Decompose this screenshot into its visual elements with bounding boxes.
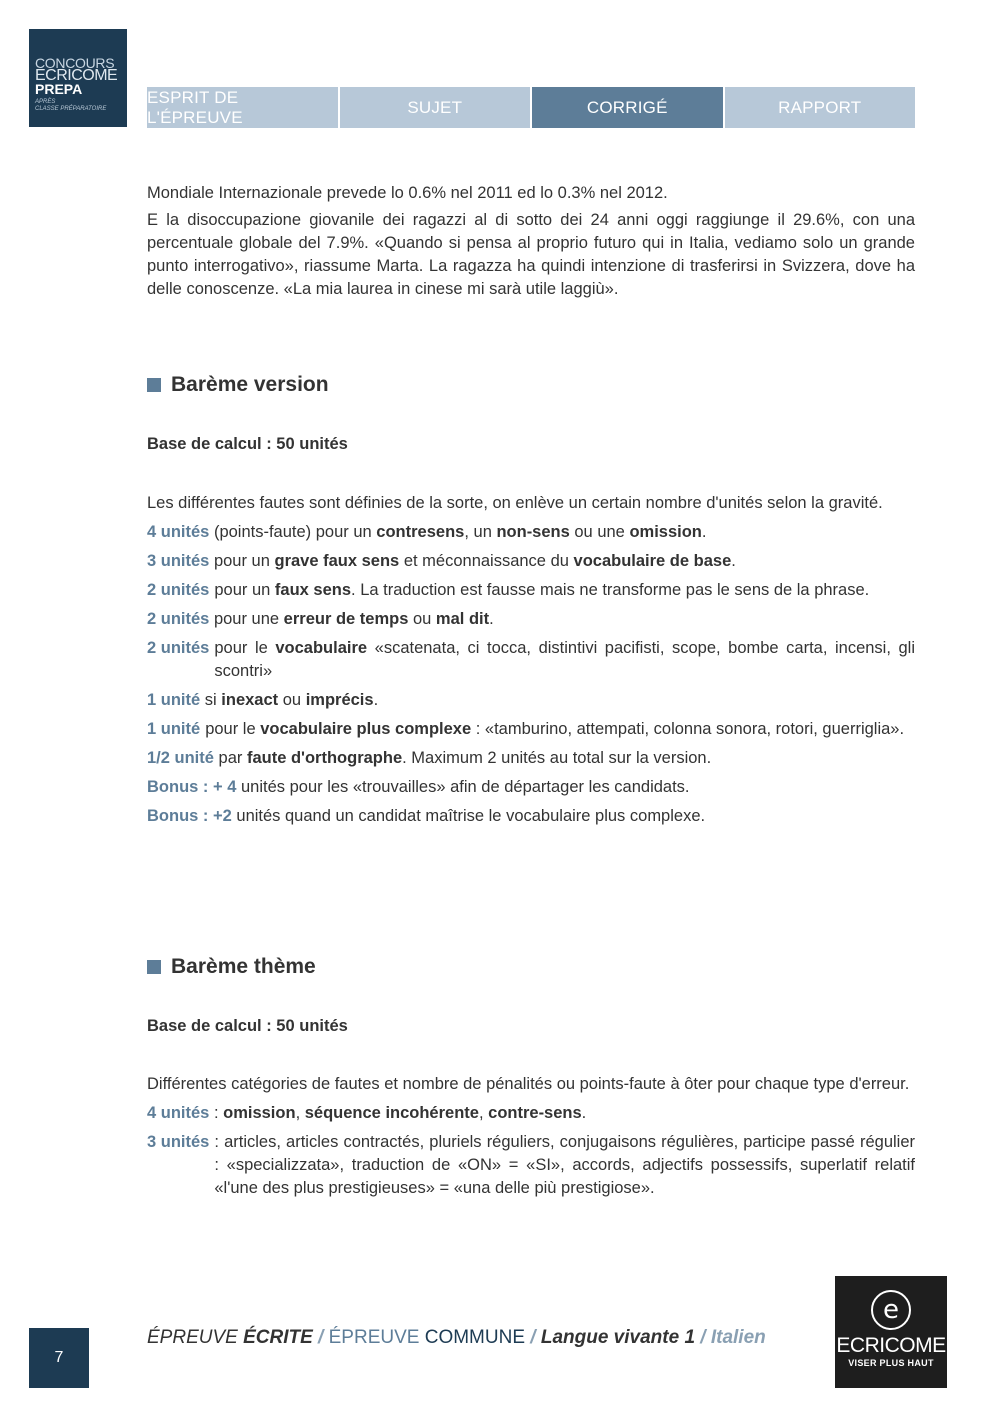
rule-bold: erreur de temps [283,610,409,628]
rule-label: 3 unités [147,552,210,570]
rule-bold: séquence incohérente [304,1104,479,1122]
rule-label: 1/2 unité [147,749,214,767]
rule-bold: faute d'orthographe [246,749,403,767]
rule-text: ou [278,691,306,709]
rule-bold: omission [629,523,702,541]
theme-rule-1 [147,1102,915,1125]
rule-text: . [701,523,707,541]
rule-text-part: «scatenata, ci tocca, distintivi pacifisti, scope, bombe carta, incensi, gli scontri» [214,639,915,680]
footer-part: ÉPREUVE [328,1327,425,1348]
rule-label: 4 unités [147,523,210,541]
concours-logo [29,29,127,127]
footer-part: ÉCRITE [243,1327,313,1348]
footer-part: ÉPREUVE [147,1327,244,1348]
rule-text: et méconnaissance du [399,552,574,570]
page-number: 7 [29,1328,89,1388]
rule-text: par [213,749,247,767]
footer-part: Italien [710,1327,766,1348]
rule-text: pour un [209,552,275,570]
rule-bold: vocabulaire plus complexe [260,720,472,738]
version-rule-1 [147,521,915,544]
brand-name: ECRICOME [836,1334,946,1357]
version-rule-3 [147,579,915,602]
intro-text [147,182,915,301]
rule-text: . [489,610,494,628]
footer-title [147,1327,766,1349]
square-bullet-icon [147,378,161,392]
rule-bold: contre-sens [488,1104,582,1122]
brand-tagline: VISER PLUS HAUT [848,1358,934,1368]
rule-bold: contresens [376,523,465,541]
rule-text [214,637,915,683]
rule-bold: vocabulaire [275,639,368,657]
section-tabs [147,87,915,128]
version-intro: Les différentes fautes sont définies de la sorte, on enlève un certain nombre d'unités selon la gravité. [147,494,883,512]
rule-text: . [581,1104,587,1122]
rule-text: , [295,1104,305,1122]
version-rule-6 [147,689,915,712]
theme-title-text: Barème thème [171,955,316,978]
rule-label: Bonus : +2 [147,807,232,825]
version-rules [147,492,915,828]
rule-text: ou [408,610,436,628]
footer-part: COMMUNE [424,1327,525,1348]
version-rule-9 [147,776,915,799]
theme-intro: Différentes catégories de fautes et nombre de pénalités ou points-faute à ôter pour chaque type d'erreur. [147,1075,910,1093]
rule-text: si [200,691,222,709]
rule-label: 2 unités [147,581,210,599]
rule-label: 2 unités [147,639,210,657]
logo-line-classe: CLASSE PRÉPARATOIRE [35,106,107,112]
tab-esprit[interactable]: ESPRIT DE L'ÉPREUVE [147,87,338,128]
ecricome-brand-logo [835,1276,947,1388]
rule-bold: vocabulaire de base [573,552,732,570]
version-rule-8 [147,747,915,770]
logo-line-small [35,99,121,113]
rule-bold: grave faux sens [274,552,400,570]
square-bullet-icon [147,960,161,974]
rule-label: Bonus : + 4 [147,778,237,796]
rule-text-part: pour le [205,720,261,738]
rule-label: 1 unité [147,720,201,738]
rule-bold: mal dit [435,610,490,628]
theme-base: Base de calcul : 50 unités [147,1017,348,1035]
rule-bold: faux sens [274,581,352,599]
theme-section-title [147,955,316,979]
logo-line-ecricome: ECRICOME [35,67,118,84]
intro-paragraph-1: Mondiale Internazionale prevede lo 0.6% nel 2011 ed lo 0.3% nel 2012. [147,184,668,202]
version-rule-2 [147,550,915,573]
tab-sujet[interactable]: SUJET [340,87,531,128]
logo-line-concours: CONCOURS [35,55,115,71]
version-rule-5 [147,637,915,683]
rule-text: ou une [569,523,630,541]
rule-text: pour une [209,610,284,628]
rule-text-part: : «tamburino, attempati, colonna sonora, rotori, guerriglia». [471,720,905,738]
rule-bold: non-sens [496,523,570,541]
rule-text: . Maximum 2 unités au total sur la version. [402,749,712,767]
rule-text: unités quand un candidat maîtrise le vocabulaire plus complexe. [231,807,706,825]
rule-text: (points-faute) pour un [209,523,377,541]
rule-label: 1 unité [147,691,201,709]
logo-line-prepa: PREPA [35,81,83,97]
tab-corrige[interactable]: CORRIGÉ [532,87,723,128]
intro-paragraph-2: E la disoccupazione giovanile dei ragazzi al di sotto dei 24 anni oggi raggiunge il 29.6%, con una percentuale globale del 7.9%. «Quando si pensa al proprio futuro qui in Italia, vediamo solo un grande punto interrogativo», riassume Marta. La ragazza ha quindi intenzione di trasferirsi in Svizzera, dove ha delle conoscenze. «La mia laurea in cinese mi sarà utile laggiù». [147,211,915,298]
version-title-text: Barème version [171,373,329,396]
rule-text: . [731,552,736,570]
ecricome-e-icon: e [871,1290,911,1330]
tab-rapport[interactable]: RAPPORT [725,87,916,128]
logo-line-apres: APRÈS [35,99,56,105]
version-section-title [147,373,329,397]
footer-part: Langue vivante 1 [540,1327,696,1348]
rule-label: 4 unités [147,1104,210,1122]
rule-label: 3 unités [147,1133,210,1151]
rule-text: : [209,1104,224,1122]
version-rule-10 [147,805,915,828]
footer-separator: / [312,1327,329,1348]
footer-separator: / [695,1327,711,1348]
footer-separator: / [525,1327,541,1348]
rule-text: , [478,1104,489,1122]
rule-text-part: . La traduction est fausse mais ne transforme pas le sens de la phrase. [351,581,870,599]
rule-bold: omission [223,1104,296,1122]
rule-text: unités pour les «trouvailles» afin de départager les candidats. [236,778,690,796]
rule-text: . [373,691,379,709]
rule-text: : articles, articles contractés, pluriels réguliers, conjugaisons régulières, participe passé régulier : «specializzata», traduction de «ON» = «SI», accords, adjectifs possessifs, superlatif relatif «l'une des plus prestigieuses» = «una delle più prestigiose». [214,1133,915,1197]
rule-text-part: pour le [214,639,276,657]
rule-text [205,718,915,741]
rule-bold: imprécis [305,691,374,709]
rule-text-part: pour un [214,581,275,599]
rule-text [214,579,915,602]
rule-label: 2 unités [147,610,210,628]
rule-text: , un [464,523,497,541]
theme-rules [147,1073,915,1200]
version-rule-4 [147,608,915,631]
rule-bold: inexact [221,691,279,709]
version-rule-7 [147,718,915,741]
version-base: Base de calcul : 50 unités [147,435,348,453]
theme-rule-2 [147,1131,915,1200]
